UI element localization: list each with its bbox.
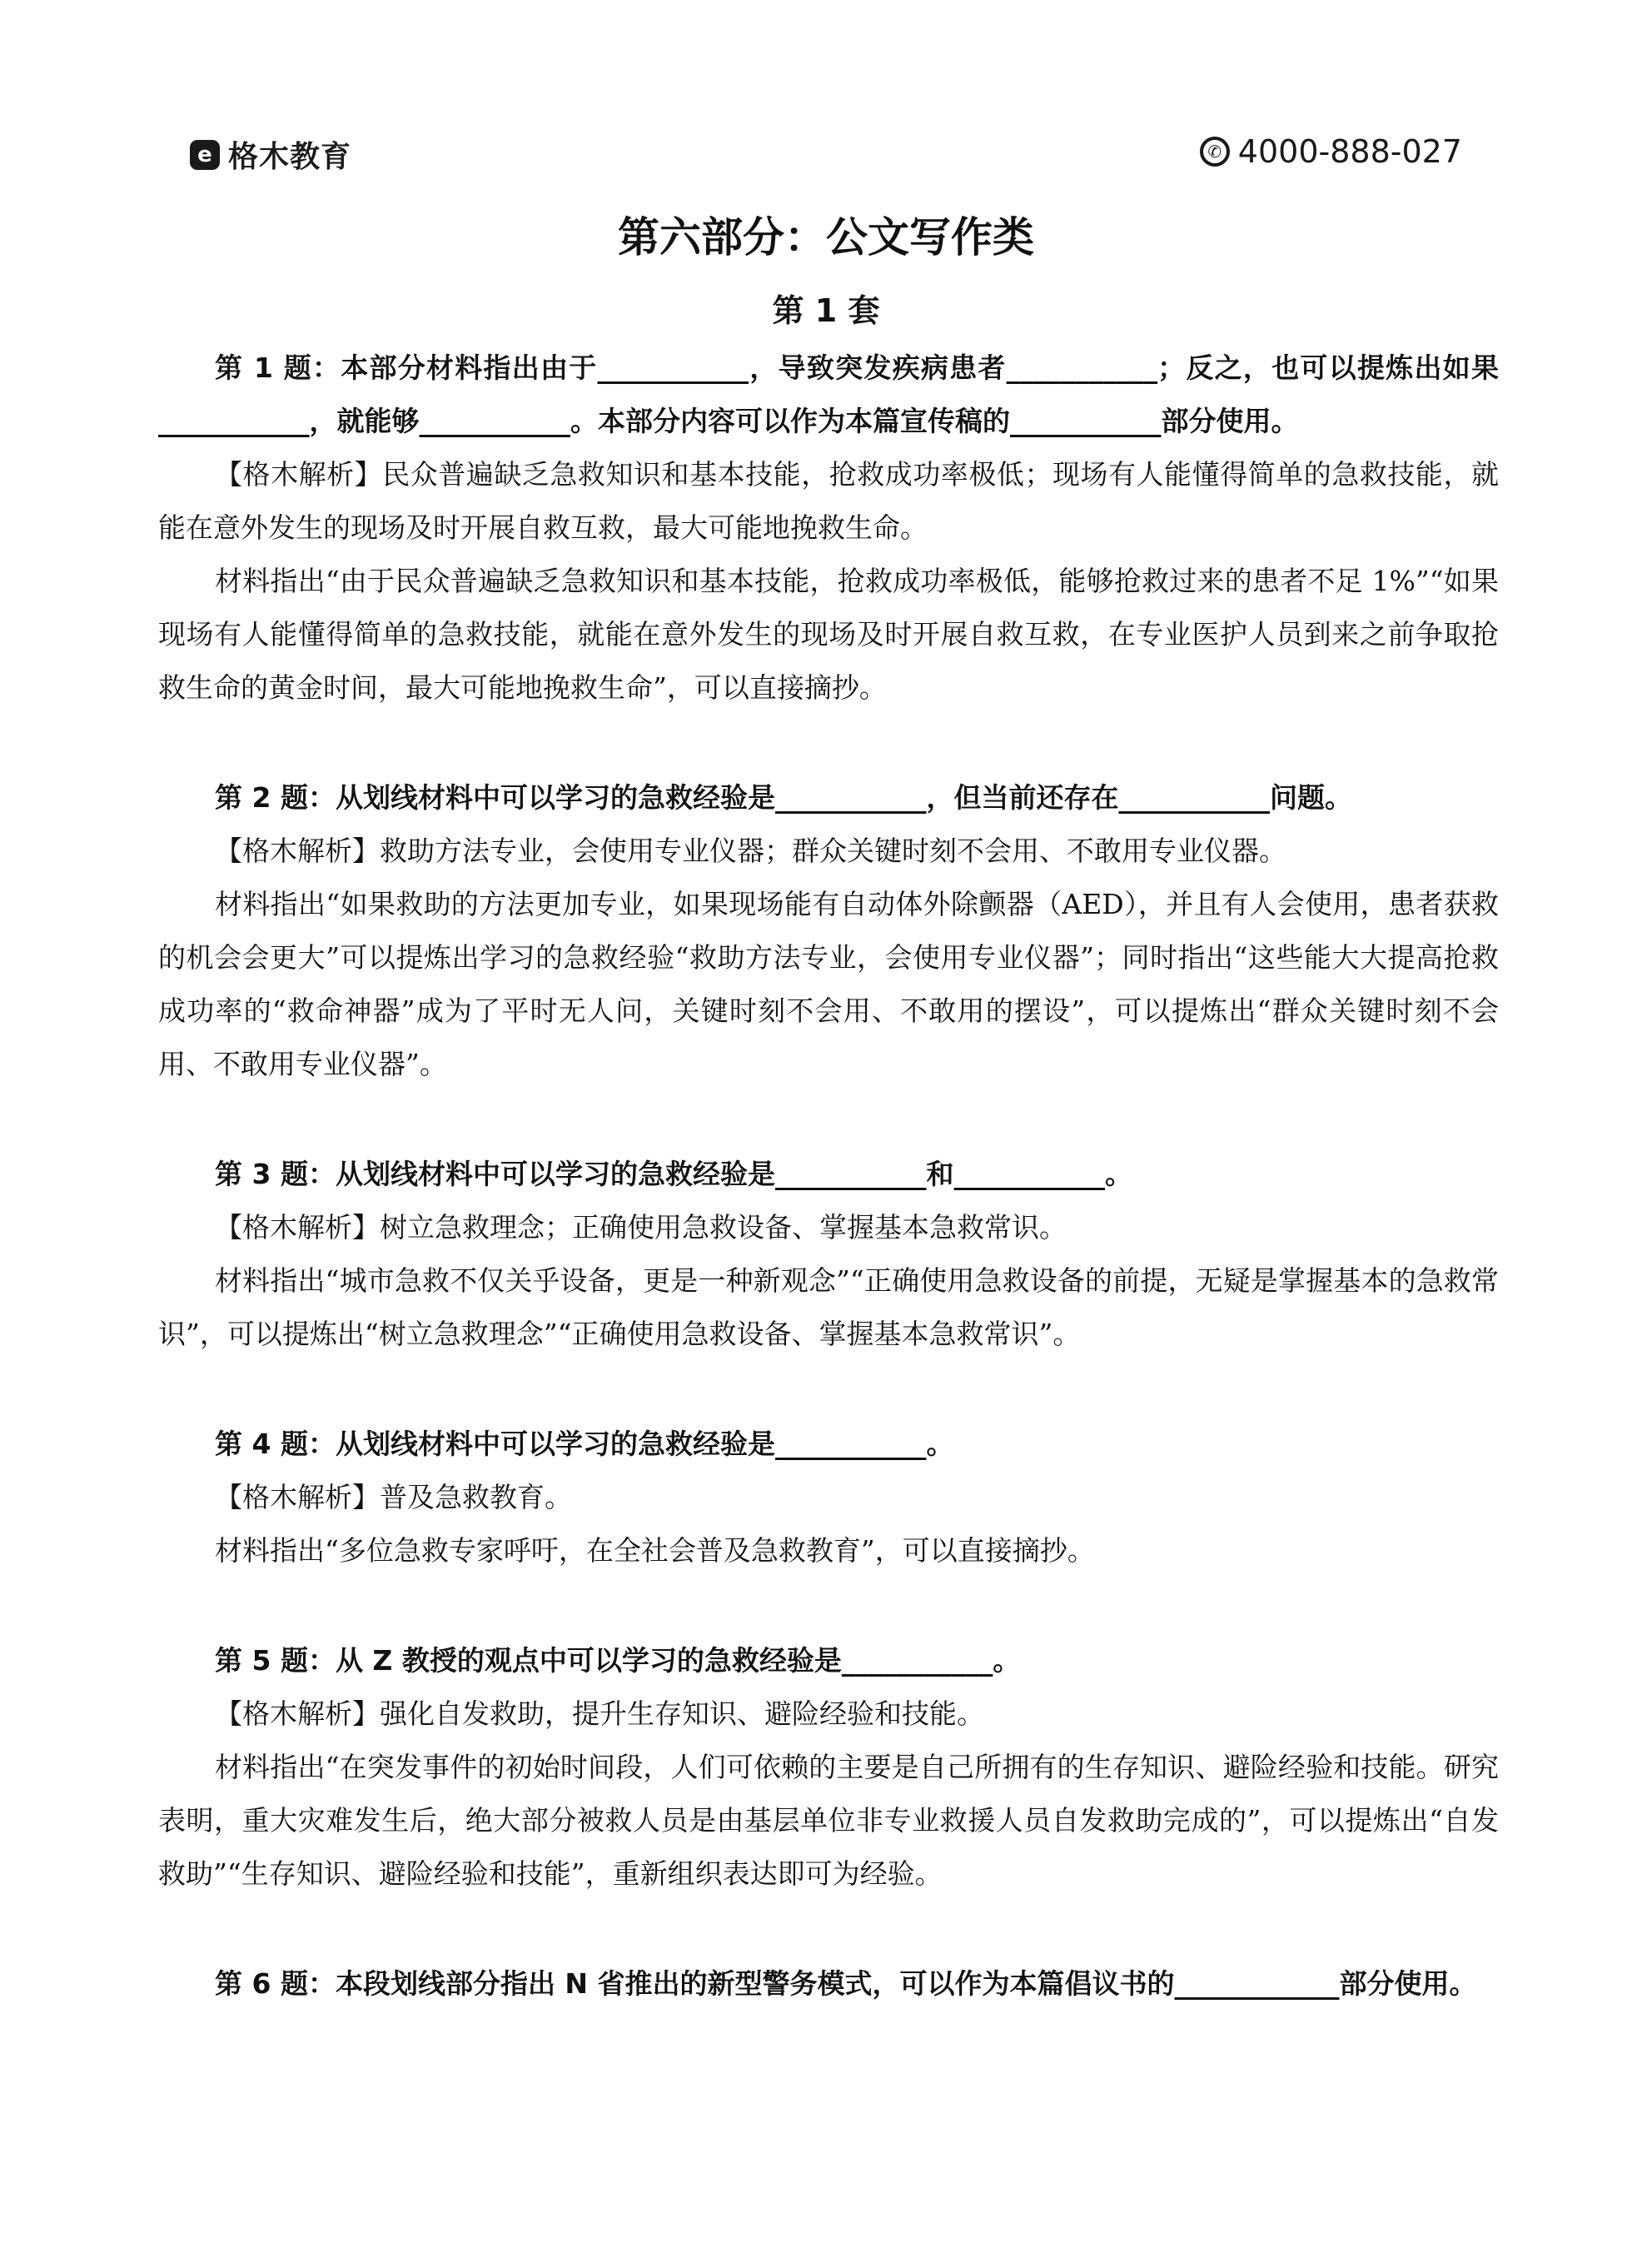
question-block-2 [158, 771, 1499, 1091]
question-text: 第 4 题：从划线材料中可以学习的急救经验是___________。 [215, 1428, 954, 1460]
answer-text: 【格木解析】普及急救教育。 [215, 1481, 572, 1513]
logo-mark-icon: e [190, 140, 220, 170]
explanation-text: 材料指出“多位急救专家呼吁，在全社会普及急救教育”，可以直接摘抄。 [215, 1534, 1095, 1567]
question-text: 第 6 题：本段划线部分指出 N 省推出的新型警务模式，可以作为本篇倡议书的____________部分使用。 [215, 1967, 1477, 2000]
brand-logo [190, 133, 351, 176]
question-text: 第 2 题：从划线材料中可以学习的急救经验是___________，但当前还存在___________问题。 [215, 781, 1352, 814]
question-text: 第 5 题：从 Z 教授的观点中可以学习的急救经验是___________。 [215, 1644, 1021, 1677]
question-block-5 [158, 1634, 1499, 1901]
logo-text: 格木教育 [228, 140, 352, 174]
answer-text: 【格木解析】民众普遍缺乏急救知识和基本技能，抢救成功率极低；现场有人能懂得简单的急救技能，就能在意外发生的现场及时开展自救互救，最大可能地挽救生命。 [158, 458, 1499, 544]
explanation-text: 材料指出“由于民众普遍缺乏急救知识和基本技能，抢救成功率极低，能够抢救过来的患者不足 1%”“如果现场有人能懂得简单的急救技能，就能在意外发生的现场及时开展自救互救，在专业医护人员到来之前争取抢救生命的黄金时间，最大可能地挽救生命”，可以直接摘抄。 [158, 565, 1499, 704]
question-block-4 [158, 1418, 1499, 1578]
question-text: 第 1 题：本部分材料指出由于___________，导致突发疾病患者___________；反之，也可以提炼出如果___________，就能够___________。本部分内容可以作为本篇宣传稿的___________部分使用。 [158, 351, 1499, 437]
questions-section [158, 341, 1499, 2011]
explanation-text: 材料指出“城市急救不仅关乎设备，更是一种新观念”“正确使用急救设备的前提，无疑是掌握基本的急救常识”，可以提炼出“树立急救理念”“正确使用急救设备、掌握基本急救常识”。 [158, 1264, 1499, 1350]
answer-text: 【格木解析】强化自发救助，提升生存知识、避险经验和技能。 [215, 1697, 984, 1730]
question-block-3 [158, 1148, 1499, 1361]
part-title: 第六部分：公文写作类 [618, 213, 1034, 262]
question-block-1 [158, 341, 1499, 715]
answer-text: 【格木解析】救助方法专业，会使用专业仪器；群众关键时刻不会用、不敢用专业仪器。 [215, 835, 1286, 867]
set-title: 第 1 套 [772, 292, 880, 329]
phone-icon: ✆ [1200, 137, 1230, 167]
question-text: 第 3 题：从划线材料中可以学习的急救经验是___________和___________。 [215, 1158, 1132, 1190]
answer-text: 【格木解析】树立急救理念；正确使用急救设备、掌握基本急救常识。 [215, 1211, 1067, 1244]
explanation-text: 材料指出“如果救助的方法更加专业，如果现场能有自动体外除颤器（AED），并且有人会使用，患者获救的机会会更大”可以提炼出学习的急救经验“救助方法专业，会使用专业仪器”；同时指出“这些能大大提高抢救成功率的“救命神器”成为了平时无人问，关键时刻不会用、不敢用的摆设”，可以提炼出“群众关键时刻不会用、不敢用专业仪器”。 [158, 888, 1499, 1080]
question-block-6 [158, 1957, 1499, 2011]
explanation-text: 材料指出“在突发事件的初始时间段，人们可依赖的主要是自己所拥有的生存知识、避险经验和技能。研究表明，重大灾难发生后，绝大部分被救人员是由基层单位非专业救援人员自发救助完成的”，可以提炼出“自发救助”“生存知识、避险经验和技能”，重新组织表达即可为经验。 [158, 1751, 1499, 1890]
phone-contact [1200, 133, 1462, 170]
phone-number: 4000-888-027 [1237, 133, 1462, 170]
